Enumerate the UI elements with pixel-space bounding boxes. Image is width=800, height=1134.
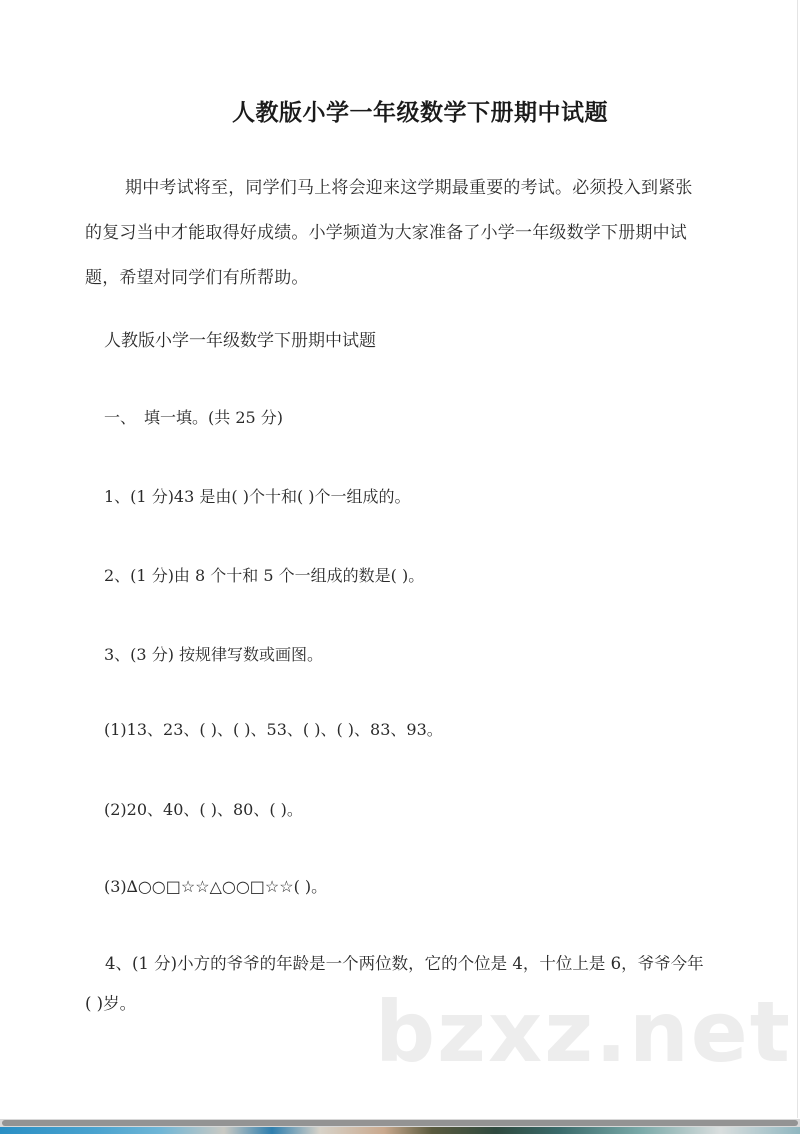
question-3-part-1: (1)13、23、( )、( )、53、( )、( )、83、93。 — [104, 720, 443, 739]
question-3-part-2: (2)20、40、( )、80、( )。 — [104, 800, 303, 819]
background-image-strip — [0, 1127, 800, 1134]
question-1: 1、(1 分)43 是由( )个十和( )个一组成的。 — [104, 487, 411, 506]
intro-paragraph: 期中考试将至，同学们马上将会迎来这学期最重要的考试。必须投入到紧张的复习当中才能取得好成绩。小学频道为大家准备了小学一年级数学下册期中试题，希望对同学们有所帮助。 — [85, 178, 693, 288]
section-heading-fill-in: 一、 填一填。(共 25 分) — [104, 408, 284, 427]
watermark: bzxz.net — [375, 983, 792, 1081]
document-subtitle: 人教版小学一年级数学下册期中试题 — [104, 331, 376, 351]
page-title: 人教版小学一年级数学下册期中试题 — [232, 100, 608, 126]
question-3: 3、(3 分) 按规律写数或画图。 — [104, 645, 324, 664]
horizontal-scrollbar-thumb[interactable] — [2, 1120, 798, 1126]
question-2: 2、(1 分)由 8 个十和 5 个一组成的数是( )。 — [104, 566, 425, 585]
question-4: 4、(1 分)小方的爷爷的年龄是一个两位数，它的个位是 4，十位上是 6，爷爷今年( )岁。 — [85, 954, 704, 1013]
question-3-part-3: (3)∆○○□☆☆△○○□☆☆( )。 — [104, 877, 328, 896]
